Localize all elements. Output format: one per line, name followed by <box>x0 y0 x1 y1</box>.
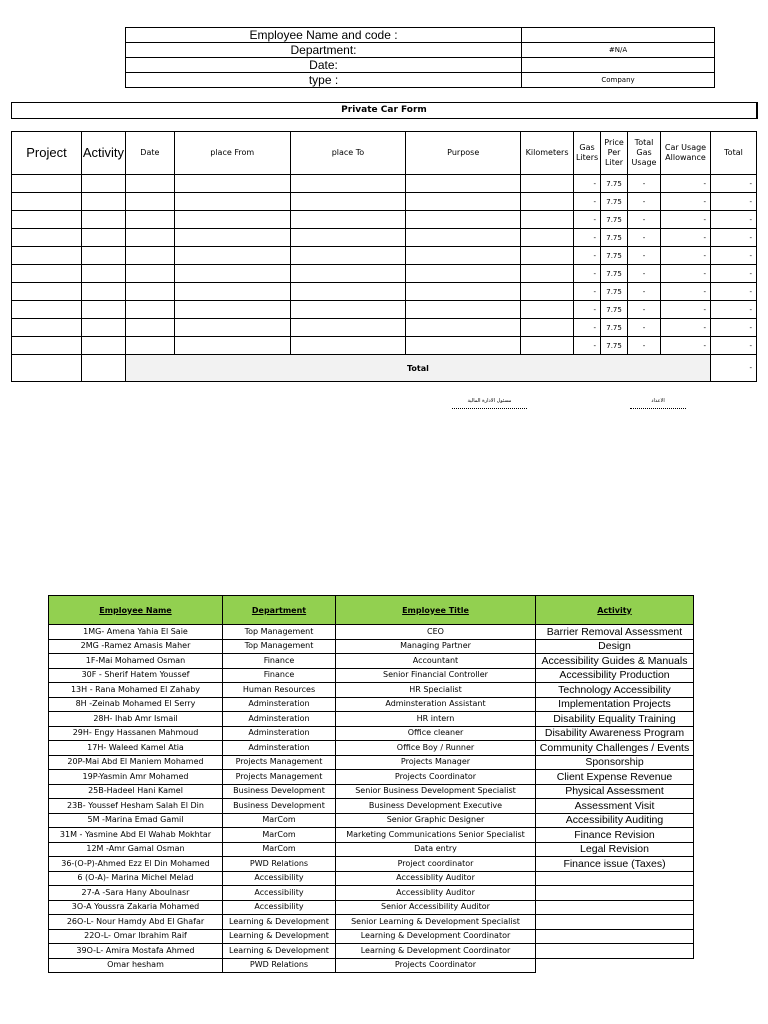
form-cell-empty[interactable] <box>290 337 406 355</box>
form-cell-empty[interactable] <box>12 283 82 301</box>
title-cell: Project coordinator <box>336 857 536 872</box>
department-cell: Accessibility <box>223 871 336 886</box>
title-cell: Learning & Development Coordinator <box>336 944 536 959</box>
department-cell: MarCom <box>223 842 336 857</box>
form-column-header: Total Gas Usage <box>628 132 661 175</box>
row-total-cell: - <box>710 319 756 337</box>
form-cell-empty[interactable] <box>81 283 125 301</box>
form-column-header: Car Usage Allowance <box>661 132 711 175</box>
form-cell-empty[interactable] <box>521 211 574 229</box>
info-row <box>126 73 715 88</box>
info-value[interactable]: Company <box>522 73 715 88</box>
gas-liters-cell: - <box>574 229 601 247</box>
form-cell-empty[interactable] <box>521 319 574 337</box>
total-label: Total <box>125 355 710 382</box>
activity-cell <box>536 944 694 959</box>
form-cell-empty[interactable] <box>521 265 574 283</box>
title-cell: Projects Coordinator <box>336 958 536 973</box>
employee-column-header: Activity <box>536 596 694 625</box>
employee-name-cell: 26O-L- Nour Hamdy Abd El Ghafar <box>49 915 223 930</box>
signature-label: مسئول الادارة المالية <box>467 398 512 404</box>
form-cell-empty[interactable] <box>406 175 521 193</box>
price-per-liter-cell: 7.75 <box>601 301 628 319</box>
form-cell-empty[interactable] <box>406 247 521 265</box>
row-total-cell: - <box>710 175 756 193</box>
employee-row <box>49 958 694 973</box>
gas-liters-cell: - <box>574 283 601 301</box>
form-cell-empty[interactable] <box>174 319 290 337</box>
employee-row <box>49 712 694 727</box>
department-cell: Projects Management <box>223 755 336 770</box>
form-cell-empty[interactable] <box>406 283 521 301</box>
private-car-form-table <box>11 131 757 382</box>
form-cell-empty[interactable] <box>174 175 290 193</box>
department-cell: Business Development <box>223 799 336 814</box>
form-column-header: Project <box>12 132 82 175</box>
total-gas-cell: - <box>628 229 661 247</box>
info-value[interactable] <box>522 28 715 43</box>
price-per-liter-cell: 7.75 <box>601 193 628 211</box>
total-gas-cell: - <box>628 301 661 319</box>
employee-name-cell: 5M -Marina Emad Gamil <box>49 813 223 828</box>
price-per-liter-cell: 7.75 <box>601 247 628 265</box>
form-cell-empty[interactable] <box>81 319 125 337</box>
form-title: Private Car Form <box>11 102 758 119</box>
employee-row <box>49 857 694 872</box>
info-label: Department: <box>126 43 522 58</box>
form-cell-empty[interactable] <box>174 301 290 319</box>
form-cell-empty[interactable] <box>12 337 82 355</box>
allowance-cell: - <box>661 193 711 211</box>
allowance-cell: - <box>661 175 711 193</box>
form-cell-empty <box>12 355 82 382</box>
activity-cell <box>536 929 694 944</box>
form-cell-empty[interactable] <box>290 265 406 283</box>
employee-row <box>49 625 694 640</box>
gas-liters-cell: - <box>574 265 601 283</box>
activity-cell: Disability Awareness Program <box>536 726 694 741</box>
department-cell: Adminsteration <box>223 712 336 727</box>
employee-row <box>49 813 694 828</box>
activity-cell: Barrier Removal Assessment <box>536 625 694 640</box>
department-cell: Adminsteration <box>223 697 336 712</box>
row-total-cell: - <box>710 193 756 211</box>
employee-name-cell: 30F - Sherif Hatem Youssef <box>49 668 223 683</box>
form-cell-empty[interactable] <box>12 247 82 265</box>
form-cell-empty[interactable] <box>81 337 125 355</box>
employee-name-cell: 8H -Zeinab Mohamed El Serry <box>49 697 223 712</box>
employee-name-cell: 13H - Rana Mohamed El Zahaby <box>49 683 223 698</box>
employee-row <box>49 828 694 843</box>
form-cell-empty[interactable] <box>81 193 125 211</box>
title-cell: Accessiblity Auditor <box>336 886 536 901</box>
form-cell-empty[interactable] <box>12 193 82 211</box>
employee-row <box>49 770 694 785</box>
form-column-header: place From <box>174 132 290 175</box>
department-cell: Adminsteration <box>223 741 336 756</box>
form-cell-empty[interactable] <box>81 301 125 319</box>
form-cell-empty[interactable] <box>290 211 406 229</box>
form-cell-empty[interactable] <box>521 193 574 211</box>
form-cell-empty[interactable] <box>406 211 521 229</box>
info-row <box>126 28 715 43</box>
title-cell: Marketing Communications Senior Specialist <box>336 828 536 843</box>
department-cell: Learning & Development <box>223 915 336 930</box>
employee-row <box>49 784 694 799</box>
form-column-header: Price Per Liter <box>601 132 628 175</box>
price-per-liter-cell: 7.75 <box>601 175 628 193</box>
employee-name-cell: 23B- Youssef Hesham Salah El Din <box>49 799 223 814</box>
info-row <box>126 43 715 58</box>
activity-cell: Accessibility Auditing <box>536 813 694 828</box>
activity-cell <box>536 871 694 886</box>
form-cell-empty[interactable] <box>521 301 574 319</box>
gas-liters-cell: - <box>574 301 601 319</box>
form-cell-empty[interactable] <box>290 301 406 319</box>
form-cell-empty[interactable] <box>290 283 406 301</box>
employee-row <box>49 668 694 683</box>
form-cell-empty[interactable] <box>81 211 125 229</box>
gas-liters-cell: - <box>574 337 601 355</box>
form-cell-empty[interactable] <box>12 319 82 337</box>
activity-cell <box>536 958 694 973</box>
department-cell: Top Management <box>223 625 336 640</box>
title-cell: Office cleaner <box>336 726 536 741</box>
employee-row <box>49 900 694 915</box>
title-cell: Projects Manager <box>336 755 536 770</box>
employee-row <box>49 799 694 814</box>
form-cell-empty[interactable] <box>406 265 521 283</box>
allowance-cell: - <box>661 211 711 229</box>
info-label: Date: <box>126 58 522 73</box>
signature-preparer <box>630 398 686 409</box>
form-cell-empty[interactable] <box>125 337 174 355</box>
employee-header-row <box>49 596 694 625</box>
employee-row <box>49 755 694 770</box>
employee-name-cell: 6 (O-A)- Marina Michel Melad <box>49 871 223 886</box>
form-row <box>12 301 757 319</box>
form-column-header: place To <box>290 132 406 175</box>
allowance-cell: - <box>661 283 711 301</box>
gas-liters-cell: - <box>574 247 601 265</box>
department-cell: Projects Management <box>223 770 336 785</box>
signature-line <box>452 408 527 409</box>
employee-name-cell: 1MG- Amena Yahia El Saie <box>49 625 223 640</box>
row-total-cell: - <box>710 337 756 355</box>
signature-label: الاعداد <box>651 398 665 404</box>
info-label: type : <box>126 73 522 88</box>
activity-cell: Finance issue (Taxes) <box>536 857 694 872</box>
title-cell: Senior Accessibility Auditor <box>336 900 536 915</box>
form-cell-empty[interactable] <box>406 193 521 211</box>
employee-name-cell: 31M - Yasmine Abd El Wahab Mokhtar <box>49 828 223 843</box>
form-column-header: Activity <box>81 132 125 175</box>
employee-name-cell: 27-A -Sara Hany Aboulnasr <box>49 886 223 901</box>
activity-cell: Technology Accessibility <box>536 683 694 698</box>
form-cell-empty[interactable] <box>174 211 290 229</box>
title-cell: CEO <box>336 625 536 640</box>
employee-name-cell: 12M -Amr Gamal Osman <box>49 842 223 857</box>
activity-cell <box>536 915 694 930</box>
form-cell-empty[interactable] <box>290 193 406 211</box>
department-cell: Finance <box>223 654 336 669</box>
employee-row <box>49 886 694 901</box>
form-cell-empty[interactable] <box>125 175 174 193</box>
form-cell-empty[interactable] <box>125 301 174 319</box>
form-column-header: Gas Liters <box>574 132 601 175</box>
total-gas-cell: - <box>628 265 661 283</box>
form-column-header: Date <box>125 132 174 175</box>
employee-row <box>49 871 694 886</box>
title-cell: HR intern <box>336 712 536 727</box>
employee-row <box>49 915 694 930</box>
info-value[interactable]: #N/A <box>522 43 715 58</box>
allowance-cell: - <box>661 301 711 319</box>
activity-cell: Finance Revision <box>536 828 694 843</box>
form-cell-empty <box>81 355 125 382</box>
department-cell: Human Resources <box>223 683 336 698</box>
employee-row <box>49 683 694 698</box>
activity-cell: Disability Equality Training <box>536 712 694 727</box>
price-per-liter-cell: 7.75 <box>601 229 628 247</box>
row-total-cell: - <box>710 283 756 301</box>
form-cell-empty[interactable] <box>12 301 82 319</box>
employee-name-cell: 28H- Ihab Amr Ismail <box>49 712 223 727</box>
form-row <box>12 283 757 301</box>
activity-cell: Assessment Visit <box>536 799 694 814</box>
activity-cell: Implementation Projects <box>536 697 694 712</box>
gas-liters-cell: - <box>574 175 601 193</box>
department-cell: Accessibility <box>223 900 336 915</box>
employee-row <box>49 639 694 654</box>
title-cell: Senior Learning & Development Specialist <box>336 915 536 930</box>
form-cell-empty[interactable] <box>125 211 174 229</box>
department-cell: MarCom <box>223 828 336 843</box>
title-cell: Senior Financial Controller <box>336 668 536 683</box>
department-cell: Business Development <box>223 784 336 799</box>
form-cell-empty[interactable] <box>521 337 574 355</box>
allowance-cell: - <box>661 319 711 337</box>
employee-name-cell: 2MG -Ramez Amasis Maher <box>49 639 223 654</box>
form-row <box>12 265 757 283</box>
title-cell: Senior Graphic Designer <box>336 813 536 828</box>
form-row <box>12 229 757 247</box>
total-gas-cell: - <box>628 283 661 301</box>
title-cell: Business Development Executive <box>336 799 536 814</box>
form-cell-empty[interactable] <box>12 229 82 247</box>
form-cell-empty[interactable] <box>81 175 125 193</box>
allowance-cell: - <box>661 265 711 283</box>
employee-name-cell: 20P-Mai Abd El Maniem Mohamed <box>49 755 223 770</box>
title-cell: Adminsteration Assistant <box>336 697 536 712</box>
activity-cell: Accessibility Production <box>536 668 694 683</box>
employee-name-cell: 3O-A Youssra Zakaria Mohamed <box>49 900 223 915</box>
employee-name-cell: 36-(O-P)-Ahmed Ezz El Din Mohamed <box>49 857 223 872</box>
allowance-cell: - <box>661 229 711 247</box>
form-cell-empty[interactable] <box>125 283 174 301</box>
activity-cell <box>536 886 694 901</box>
department-cell: Finance <box>223 668 336 683</box>
form-cell-empty[interactable] <box>81 229 125 247</box>
gas-liters-cell: - <box>574 319 601 337</box>
employee-column-header: Employee Name <box>49 596 223 625</box>
activity-cell: Client Expense Revenue <box>536 770 694 785</box>
form-cell-empty[interactable] <box>174 337 290 355</box>
price-per-liter-cell: 7.75 <box>601 283 628 301</box>
employee-name-cell: 1F-Mai Mohamed Osman <box>49 654 223 669</box>
row-total-cell: - <box>710 211 756 229</box>
title-cell: Senior Business Development Specialist <box>336 784 536 799</box>
title-cell: Managing Partner <box>336 639 536 654</box>
activity-cell: Community Challenges / Events <box>536 741 694 756</box>
title-cell: Learning & Development Coordinator <box>336 929 536 944</box>
form-cell-empty[interactable] <box>521 229 574 247</box>
activity-cell: Physical Assessment <box>536 784 694 799</box>
form-cell-empty[interactable] <box>406 229 521 247</box>
info-row <box>126 58 715 73</box>
signature-line <box>630 408 686 409</box>
title-cell: Accountant <box>336 654 536 669</box>
employee-row <box>49 654 694 669</box>
row-total-cell: - <box>710 301 756 319</box>
form-row <box>12 247 757 265</box>
activity-cell: Legal Revision <box>536 842 694 857</box>
form-header-row <box>12 132 757 175</box>
allowance-cell: - <box>661 247 711 265</box>
employee-column-header: Department <box>223 596 336 625</box>
price-per-liter-cell: 7.75 <box>601 337 628 355</box>
row-total-cell: - <box>710 265 756 283</box>
price-per-liter-cell: 7.75 <box>601 319 628 337</box>
department-cell: PWD Relations <box>223 857 336 872</box>
row-total-cell: - <box>710 247 756 265</box>
form-cell-empty[interactable] <box>12 265 82 283</box>
activity-cell: Accessibility Guides & Manuals <box>536 654 694 669</box>
total-gas-cell: - <box>628 211 661 229</box>
price-per-liter-cell: 7.75 <box>601 265 628 283</box>
department-cell: MarCom <box>223 813 336 828</box>
form-cell-empty[interactable] <box>174 247 290 265</box>
employee-row <box>49 726 694 741</box>
employee-row <box>49 697 694 712</box>
gas-liters-cell: - <box>574 211 601 229</box>
employee-name-cell: 22O-L- Omar Ibrahim Raif <box>49 929 223 944</box>
department-cell: Adminsteration <box>223 726 336 741</box>
form-total-row <box>12 355 757 382</box>
title-cell: HR Specialist <box>336 683 536 698</box>
department-cell: Top Management <box>223 639 336 654</box>
form-row <box>12 319 757 337</box>
employee-name-cell: 25B-Hadeel Hani Kamel <box>49 784 223 799</box>
form-row <box>12 337 757 355</box>
form-column-header: Purpose <box>406 132 521 175</box>
form-cell-empty[interactable] <box>174 265 290 283</box>
form-row <box>12 175 757 193</box>
employee-name-cell: 29H- Engy Hassanen Mahmoud <box>49 726 223 741</box>
allowance-cell: - <box>661 337 711 355</box>
form-cell-empty[interactable] <box>174 229 290 247</box>
form-cell-empty[interactable] <box>406 319 521 337</box>
form-cell-empty[interactable] <box>521 283 574 301</box>
form-row <box>12 193 757 211</box>
form-cell-empty[interactable] <box>125 229 174 247</box>
total-gas-cell: - <box>628 193 661 211</box>
form-cell-empty[interactable] <box>125 319 174 337</box>
form-cell-empty[interactable] <box>521 247 574 265</box>
employee-name-cell: 17H- Waleed Kamel Atia <box>49 741 223 756</box>
form-cell-empty[interactable] <box>81 265 125 283</box>
form-column-header: Total <box>710 132 756 175</box>
form-cell-empty[interactable] <box>125 247 174 265</box>
title-cell: Projects Coordinator <box>336 770 536 785</box>
employee-name-cell: 39O-L- Amira Mostafa Ahmed <box>49 944 223 959</box>
form-cell-empty[interactable] <box>406 301 521 319</box>
gas-liters-cell: - <box>574 193 601 211</box>
department-cell: Learning & Development <box>223 929 336 944</box>
activity-cell: Sponsorship <box>536 755 694 770</box>
form-cell-empty[interactable] <box>12 175 82 193</box>
form-cell-empty[interactable] <box>125 193 174 211</box>
form-cell-empty[interactable] <box>12 211 82 229</box>
info-label: Employee Name and code : <box>126 28 522 43</box>
employee-directory-table <box>48 595 694 973</box>
form-cell-empty[interactable] <box>290 319 406 337</box>
title-cell: Accessiblity Auditor <box>336 871 536 886</box>
price-per-liter-cell: 7.75 <box>601 211 628 229</box>
form-cell-empty[interactable] <box>174 283 290 301</box>
grand-total-value: - <box>710 355 756 382</box>
department-cell: PWD Relations <box>223 958 336 973</box>
activity-cell <box>536 900 694 915</box>
total-gas-cell: - <box>628 337 661 355</box>
employee-row <box>49 929 694 944</box>
employee-info-table <box>125 27 715 88</box>
employee-row <box>49 741 694 756</box>
employee-row <box>49 944 694 959</box>
total-gas-cell: - <box>628 175 661 193</box>
activity-cell: Design <box>536 639 694 654</box>
employee-row <box>49 842 694 857</box>
form-cell-empty[interactable] <box>290 229 406 247</box>
form-cell-empty[interactable] <box>125 265 174 283</box>
title-cell: Data entry <box>336 842 536 857</box>
employee-name-cell: 19P-Yasmin Amr Mohamed <box>49 770 223 785</box>
title-cell: Office Boy / Runner <box>336 741 536 756</box>
form-cell-empty[interactable] <box>290 247 406 265</box>
department-cell: Learning & Development <box>223 944 336 959</box>
form-cell-empty[interactable] <box>406 337 521 355</box>
total-gas-cell: - <box>628 247 661 265</box>
form-cell-empty[interactable] <box>174 193 290 211</box>
total-gas-cell: - <box>628 319 661 337</box>
info-value[interactable] <box>522 58 715 73</box>
row-total-cell: - <box>710 229 756 247</box>
form-row <box>12 211 757 229</box>
form-cell-empty[interactable] <box>521 175 574 193</box>
signature-finance-manager <box>452 398 527 409</box>
employee-column-header: Employee Title <box>336 596 536 625</box>
department-cell: Accessibility <box>223 886 336 901</box>
form-cell-empty[interactable] <box>81 247 125 265</box>
employee-name-cell: Omar hesham <box>49 958 223 973</box>
form-column-header: Kilometers <box>521 132 574 175</box>
form-cell-empty[interactable] <box>290 175 406 193</box>
